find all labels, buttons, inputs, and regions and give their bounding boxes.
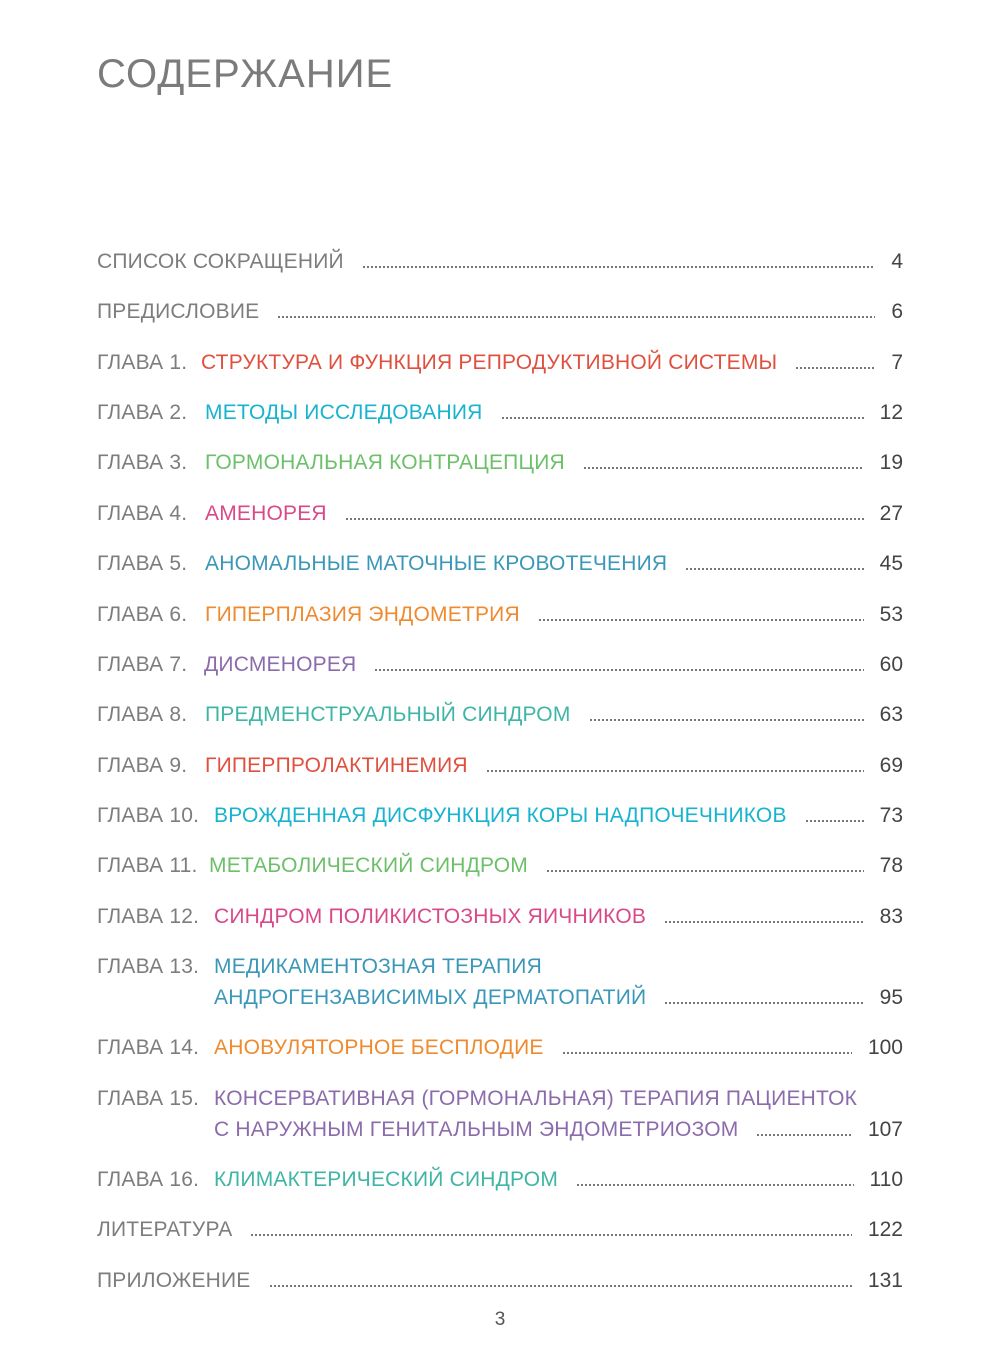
toc-page-number: 19 (879, 451, 903, 474)
toc-entry-title[interactable]: ПРЕДИСЛОВИЕ (97, 300, 260, 323)
chapter-number: ГЛАВА 11. (97, 854, 198, 877)
toc-entry-title[interactable]: ГИПЕРПРОЛАКТИНЕМИЯ (205, 754, 468, 777)
toc-entry-title-continued[interactable]: АНДРОГЕНЗАВИСИМЫХ ДЕРМАТОПАТИЙ (214, 986, 647, 1009)
toc-page-number: 110 (869, 1168, 903, 1191)
toc-entry-line (97, 292, 903, 324)
dot-leader (664, 1002, 863, 1004)
dot-leader (269, 1285, 852, 1287)
toc-page-number: 73 (879, 804, 903, 827)
dot-leader (345, 518, 864, 520)
toc-entry-title[interactable]: АМЕНОРЕЯ (205, 502, 327, 525)
toc-entry-line (97, 1079, 903, 1111)
toc-entry-line (97, 1210, 903, 1242)
toc-page-number: 131 (867, 1269, 903, 1292)
chapter-number: ГЛАВА 16. (97, 1168, 200, 1191)
toc-page-number: 63 (879, 703, 903, 726)
page-number: 3 (494, 1309, 506, 1330)
toc-page-number: 122 (867, 1218, 903, 1241)
toc-page-number: 95 (879, 986, 903, 1009)
chapter-number: ГЛАВА 10. (97, 804, 200, 827)
dot-leader (501, 417, 864, 419)
toc-entry-title[interactable]: ГОРМОНАЛЬНАЯ КОНТРАЦЕПЦИЯ (205, 451, 565, 474)
toc-entry[interactable] (97, 846, 903, 878)
toc-page-number: 12 (879, 401, 903, 424)
toc-entry[interactable] (97, 1261, 903, 1293)
toc-entry-title[interactable]: ГИПЕРПЛАЗИЯ ЭНДОМЕТРИЯ (205, 603, 520, 626)
chapter-number: ГЛАВА 1. (97, 351, 188, 374)
dot-leader (589, 719, 864, 721)
toc-entry-line (97, 595, 903, 627)
toc-entry-title[interactable]: МЕТОДЫ ИССЛЕДОВАНИЯ (205, 401, 483, 424)
toc-entry-title[interactable]: КОНСЕРВАТИВНАЯ (ГОРМОНАЛЬНАЯ) ТЕРАПИЯ ПАЦИЕНТОК (214, 1087, 858, 1110)
toc-entry-line (97, 846, 903, 878)
chapter-number: ГЛАВА 4. (97, 502, 188, 525)
toc-entry-line (97, 494, 903, 526)
toc-page-number: 45 (879, 552, 903, 575)
toc-entry-line (97, 897, 903, 929)
toc-entry[interactable] (97, 1079, 903, 1143)
dot-leader (250, 1234, 851, 1236)
dot-leader (562, 1052, 852, 1054)
dot-leader (685, 568, 863, 570)
toc-entry[interactable] (97, 544, 903, 576)
toc-page-number: 69 (879, 754, 903, 777)
toc-entry-line (97, 343, 903, 375)
toc-entry[interactable] (97, 343, 903, 375)
toc-entry[interactable] (97, 796, 903, 828)
dot-leader (795, 367, 875, 369)
toc-entry-line (97, 978, 903, 1010)
toc-entry[interactable] (97, 947, 903, 1011)
toc-entry-title[interactable]: ПРЕДМЕНСТРУАЛЬНЫЙ СИНДРОМ (205, 703, 571, 726)
toc-page-number: 4 (891, 250, 903, 273)
chapter-number: ГЛАВА 6. (97, 603, 188, 626)
toc-entry[interactable] (97, 645, 903, 677)
toc-entry-title[interactable]: АНОВУЛЯТОРНОЕ БЕСПЛОДИЕ (214, 1036, 544, 1059)
toc-page-number: 83 (879, 905, 903, 928)
toc-entry-title[interactable]: СТРУКТУРА И ФУНКЦИЯ РЕПРОДУКТИВНОЙ СИСТЕМЫ (201, 351, 778, 374)
dot-leader (362, 266, 876, 268)
toc-entry-title[interactable]: ДИСМЕНОРЕЯ (204, 653, 357, 676)
chapter-number: ГЛАВА 14. (97, 1036, 200, 1059)
toc-page-number: 53 (879, 603, 903, 626)
dot-leader (805, 820, 864, 822)
chapter-number: ГЛАВА 8. (97, 703, 188, 726)
toc-entry-title[interactable]: ВРОЖДЕННАЯ ДИСФУНКЦИЯ КОРЫ НАДПОЧЕЧНИКОВ (214, 804, 787, 827)
toc-entry-line (97, 1110, 903, 1142)
dot-leader (374, 669, 863, 671)
toc-entry-title[interactable]: МЕТАБОЛИЧЕСКИЙ СИНДРОМ (209, 854, 529, 877)
toc-entry[interactable] (97, 242, 903, 274)
chapter-number: ГЛАВА 2. (97, 401, 188, 424)
dot-leader (538, 619, 864, 621)
chapter-number: ГЛАВА 13. (97, 955, 200, 978)
toc-entry-line (97, 443, 903, 475)
dot-leader (756, 1134, 851, 1136)
toc-entry-title-continued[interactable]: С НАРУЖНЫМ ГЕНИТАЛЬНЫМ ЭНДОМЕТРИОЗОМ (214, 1118, 739, 1141)
toc-entry[interactable] (97, 897, 903, 929)
toc-page-number: 107 (867, 1118, 903, 1141)
toc-entry-title[interactable]: СПИСОК СОКРАЩЕНИЙ (97, 250, 344, 273)
toc-entry-title[interactable]: КЛИМАКТЕРИЧЕСКИЙ СИНДРОМ (214, 1168, 559, 1191)
toc-entry[interactable] (97, 746, 903, 778)
toc-entry[interactable] (97, 1028, 903, 1060)
toc-page-number: 7 (891, 351, 903, 374)
toc-entry-line (97, 796, 903, 828)
toc-entry[interactable] (97, 292, 903, 324)
chapter-number: ГЛАВА 3. (97, 451, 188, 474)
toc-entry-line (97, 695, 903, 727)
toc-entry[interactable] (97, 494, 903, 526)
chapter-number: ГЛАВА 12. (97, 905, 200, 928)
toc-entry-line (97, 242, 903, 274)
toc-entry[interactable] (97, 695, 903, 727)
toc-entry-line (97, 645, 903, 677)
chapter-number: ГЛАВА 7. (97, 653, 188, 676)
dot-leader (664, 921, 864, 923)
toc-page-number: 60 (879, 653, 903, 676)
toc-entry-title[interactable]: ПРИЛОЖЕНИЕ (97, 1269, 251, 1292)
dot-leader (546, 870, 864, 872)
page-title: СОДЕРЖАНИЕ (97, 52, 394, 96)
toc-entry-line (97, 1261, 903, 1293)
toc-page-number: 6 (891, 300, 903, 323)
chapter-number: ГЛАВА 15. (97, 1087, 200, 1110)
toc-entry-title[interactable]: СИНДРОМ ПОЛИКИСТОЗНЫХ ЯИЧНИКОВ (214, 905, 647, 928)
dot-leader (583, 467, 864, 469)
toc-entry-title[interactable]: ЛИТЕРАТУРА (97, 1218, 233, 1241)
toc-page-number: 100 (867, 1036, 903, 1059)
toc-entry-line (97, 393, 903, 425)
dot-leader (486, 770, 864, 772)
chapter-number: ГЛАВА 9. (97, 754, 188, 777)
toc-entry-line (97, 947, 903, 979)
toc-entry[interactable] (97, 1210, 903, 1242)
toc-entry[interactable] (97, 595, 903, 627)
toc-entry-line (97, 544, 903, 576)
dot-leader (576, 1184, 853, 1186)
toc-entry-title[interactable]: АНОМАЛЬНЫЕ МАТОЧНЫЕ КРОВОТЕЧЕНИЯ (205, 552, 668, 575)
toc-page-number: 78 (879, 854, 903, 877)
dot-leader (277, 316, 875, 318)
toc-entry-line (97, 746, 903, 778)
toc-entry[interactable] (97, 1160, 903, 1192)
toc-entry[interactable] (97, 443, 903, 475)
toc-page-number: 27 (879, 502, 903, 525)
toc-entry[interactable] (97, 393, 903, 425)
toc-entry-title[interactable]: МЕДИКАМЕНТОЗНАЯ ТЕРАПИЯ (214, 955, 542, 978)
chapter-number: ГЛАВА 5. (97, 552, 188, 575)
toc-entry-line (97, 1028, 903, 1060)
toc-entry-line (97, 1160, 903, 1192)
